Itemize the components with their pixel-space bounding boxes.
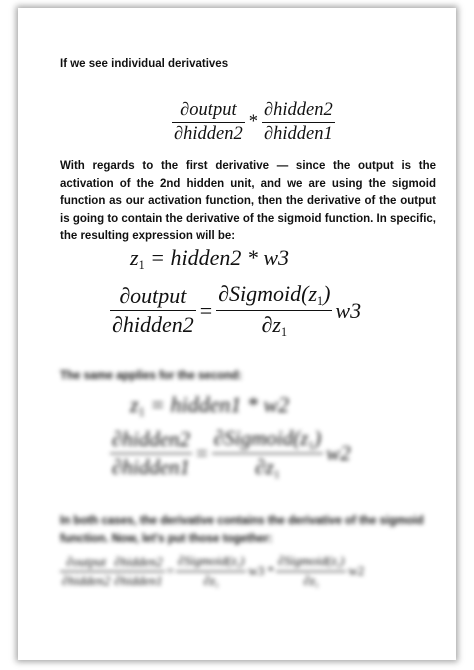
sigmoid-text: ∂Sigmoid(z [277,553,337,568]
close-paren: ) [339,553,345,568]
dz-text: ∂z [261,312,281,338]
equation-combined-chain-rule [60,553,366,589]
subscript: 1 [215,581,219,589]
fraction-bar [60,571,112,572]
subscript: 1 [317,294,324,309]
numerator: ∂hidden2 [114,553,163,569]
equation-rhs: = hidden2 * w3 [144,245,290,270]
weight-term: w3 [335,297,362,323]
weight-term: w2 [326,441,351,466]
weight-term: w2 [348,563,365,578]
numerator [176,553,246,570]
denominator: ∂hidden1 [264,124,333,144]
fraction-bar [276,571,346,572]
equation-z1-hidden1 [130,392,289,420]
numerator: ∂output [66,553,106,569]
equation-rhs: = hidden1 * w2 [144,392,290,417]
fraction-d [276,553,346,589]
numerator [212,426,323,452]
denominator [302,573,321,590]
numerator: ∂hidden2 [264,100,333,120]
sigmoid-text: ∂Sigmoid(z [177,553,237,568]
denominator: ∂hidden2 [174,124,243,144]
denominator [253,455,281,481]
second-derivative-intro: The same applies for the second: [60,370,243,382]
fraction-bar [110,453,192,454]
fraction-b [112,554,164,589]
numerator [276,553,346,570]
equals-sign: = [196,441,208,466]
denominator: ∂hidden1 [114,572,163,588]
close-paren: ) [323,281,331,306]
subscript: 1 [280,325,288,340]
equals-sign: = [199,297,213,323]
subscript: 1 [273,469,280,482]
z-symbol: z [130,245,139,270]
fraction-bar [212,453,323,454]
denominator: ∂hidden1 [112,455,191,480]
document-page [18,8,456,660]
subscript: 1 [138,258,145,273]
first-derivative-paragraph: With regards to the first derivative — since the output is the activation of the 2nd hidden unit, and we are using the sigmoid function as our activation function, then the derivative of the output is going to contain the derivative of the sigmoid function. In specific, the resulting expression will be: [60,160,436,242]
subscript: 1 [138,405,145,420]
subscript: 1 [236,561,240,570]
sigmoid-text: ∂Sigmoid(z [213,426,309,450]
weight-multiply: w3 * [248,563,274,578]
z-symbol: z [130,392,139,417]
close-paren: ) [314,426,322,450]
fraction-bar [176,571,246,572]
fraction-rhs [212,426,323,481]
numerator: ∂output [180,100,237,120]
fraction-a [60,554,112,589]
multiply-operator: * [248,112,258,132]
dz-text: ∂z [255,455,274,480]
denominator [202,573,221,590]
equals-sign: = [166,563,174,578]
denominator: ∂hidden2 [112,312,194,338]
fraction-lhs [110,427,192,480]
sigmoid-text: ∂Sigmoid(z [218,281,318,306]
combined-paragraph: In both cases, the derivative contains the derivative of the sigmoid function. Now, let's put those together: [60,515,424,545]
intro-text: If we see individual derivatives [60,58,229,70]
subscript: 1 [336,561,340,570]
denominator: ∂hidden2 [62,572,111,588]
dz-text: ∂z [203,572,216,588]
subscript: 1 [315,581,319,589]
blurred-preview-region [60,8,436,660]
subscript: 1 [308,440,315,453]
fraction-bar [112,571,164,572]
numerator: ∂hidden2 [112,427,191,452]
dz-text: ∂z [303,572,316,588]
fraction-c [176,553,246,589]
close-paren: ) [239,553,245,568]
numerator: ∂output [119,283,187,309]
equation-sigmoid-derivative-w2 [110,426,351,481]
